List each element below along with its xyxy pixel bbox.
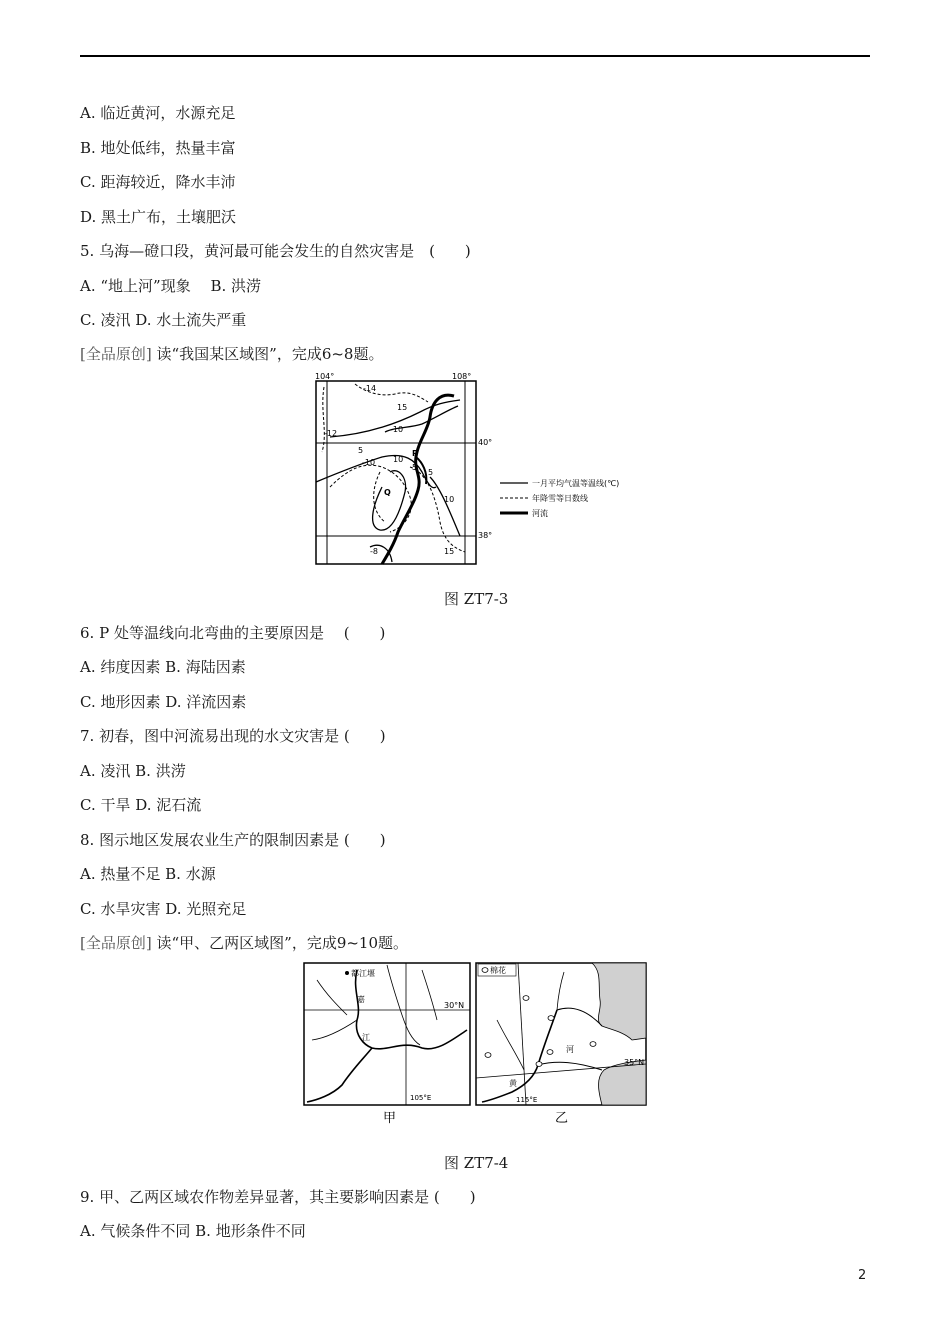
contour-label: -10 xyxy=(362,458,376,467)
contour-label: 5 xyxy=(358,446,364,455)
figure-zt7-3 xyxy=(310,372,640,568)
legend-snow-days: 年降雪等日数线 xyxy=(532,494,588,503)
source-tag: [全品原创] xyxy=(80,345,152,363)
lat-38-label: 38° xyxy=(478,531,493,540)
source-tag: [全品原创] xyxy=(80,934,152,952)
question-5: 5. 乌海—磴口段，黄河最可能会发生的自然灾害是 ( ) xyxy=(80,242,471,260)
jia-lon-label: 105°E xyxy=(410,1094,432,1102)
option-4d: D. 黑土广布，土壤肥沃 xyxy=(80,208,237,226)
contour-label: 5 xyxy=(412,463,418,472)
figure-zt7-4 xyxy=(302,960,650,1130)
question-7: 7. 初春，图中河流易出现的水文灾害是 ( ) xyxy=(80,727,386,745)
page-number: 2 xyxy=(858,1268,867,1283)
figure-caption-zt7-4: 图 ZT7-4 xyxy=(444,1154,509,1172)
jia-lat-label: 30°N xyxy=(444,1001,465,1010)
question-9: 9. 甲、乙两区域农作物差异显著，其主要影响因素是 ( ) xyxy=(80,1188,476,1206)
contour-label: 5 xyxy=(428,468,434,477)
option-4c: C. 距海较近，降水丰沛 xyxy=(80,173,236,191)
option-9ab: A. 气候条件不同 B. 地形条件不同 xyxy=(80,1222,306,1240)
intro-text: 读“我国某区域图”，完成6~8题。 xyxy=(151,345,384,363)
intro-6-8 xyxy=(80,344,383,364)
contour-label: 10 xyxy=(444,495,455,504)
option-4b: B. 地处低纬，热量丰富 xyxy=(80,139,236,157)
yi-lat-label: 35°N xyxy=(624,1058,645,1067)
jia-char-1: 嘉 xyxy=(357,995,365,1004)
contour-label: -12 xyxy=(324,429,338,438)
point-q-label: Q xyxy=(384,488,391,497)
contour-label: 15 xyxy=(444,547,455,556)
lon-108-label: 108° xyxy=(452,372,472,381)
header-rule xyxy=(80,55,870,57)
contour-label: -10 xyxy=(390,425,404,434)
question-8: 8. 图示地区发展农业生产的限制因素是 ( ) xyxy=(80,831,386,849)
legend-river: 河流 xyxy=(532,509,548,518)
lon-104-label: 104° xyxy=(315,372,335,381)
intro-text: 读“甲、乙两区域图”，完成9~10题。 xyxy=(151,934,409,952)
yi-title: 乙 xyxy=(555,1111,569,1126)
option-4a: A. 临近黄河，水源充足 xyxy=(80,104,236,122)
contour-label: 15 xyxy=(397,403,408,412)
option-6ab: A. 纬度因素 B. 海陆因素 xyxy=(80,658,246,676)
yi-char-1: 河 xyxy=(566,1045,574,1054)
yi-char-2: 黄 xyxy=(509,1079,517,1088)
lat-40-label: 40° xyxy=(478,438,493,447)
option-6cd: C. 地形因素 D. 洋流因素 xyxy=(80,693,247,711)
intro-9-10 xyxy=(80,933,408,953)
jia-char-2: 江 xyxy=(362,1033,370,1042)
option-7cd: C. 干旱 D. 泥石流 xyxy=(80,796,202,814)
yi-lon-label: 115°E xyxy=(516,1096,538,1104)
contour-label: 10 xyxy=(393,455,404,464)
contour-label: -14 xyxy=(363,384,377,393)
option-7ab: A. 凌汛 B. 洪涝 xyxy=(80,762,186,780)
question-6: 6. P 处等温线向北弯曲的主要原因是 ( ) xyxy=(80,624,386,642)
option-5cd: C. 凌汛 D. 水土流失严重 xyxy=(80,311,247,329)
legend-cotton: 棉花 xyxy=(490,966,506,975)
jia-title: 甲 xyxy=(383,1111,397,1126)
option-5ab: A. “地上河”现象 B. 洪涝 xyxy=(80,277,262,295)
option-8cd: C. 水旱灾害 D. 光照充足 xyxy=(80,900,247,918)
figure-caption-zt7-3: 图 ZT7-3 xyxy=(444,590,509,608)
option-8ab: A. 热量不足 B. 水源 xyxy=(80,865,216,883)
city-dujiangyan: 都江堰 xyxy=(351,969,375,978)
point-p-label: P xyxy=(412,449,418,458)
legend-isotherm: 一月平均气温等温线(℃) xyxy=(532,479,620,488)
contour-label: -8 xyxy=(370,547,378,556)
